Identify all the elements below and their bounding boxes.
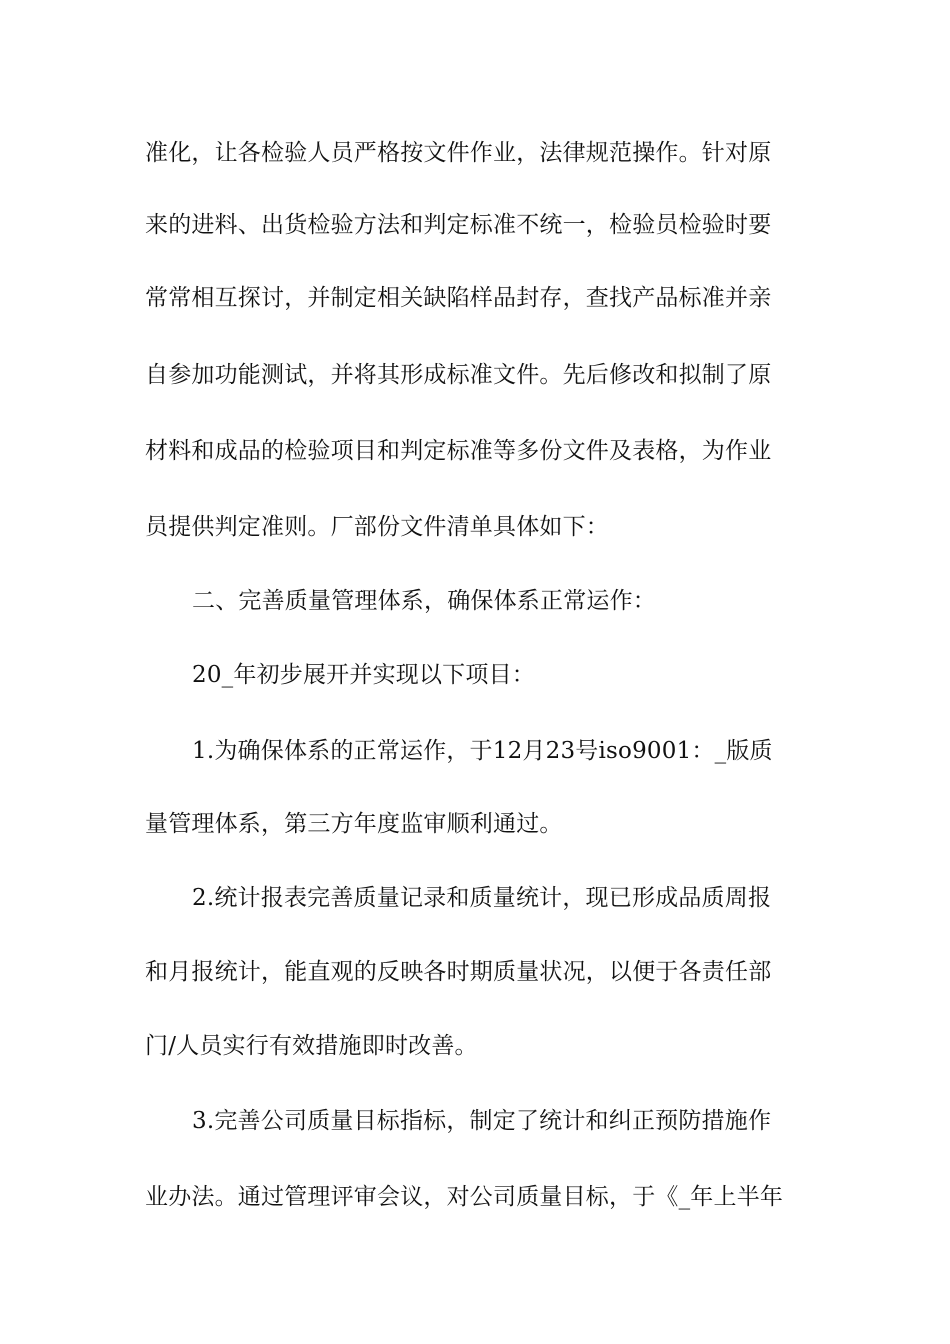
list-item: 2.统计报表完善质量记录和质量统计，现已形成品质周报 <box>192 885 772 911</box>
paragraph-line: 量管理体系，第三方年度监审顺利通过。 <box>145 811 563 837</box>
paragraph-line: 准化，让各检验人员严格按文件作业，法律规范操作。针对原 <box>145 140 772 166</box>
paragraph-line: 和月报统计，能直观的反映各时期质量状况，以便于各责任部 <box>145 959 772 985</box>
paragraph-line: 自参加功能测试，并将其形成标准文件。先后修改和拟制了原 <box>145 362 772 388</box>
paragraph-line: 门/人员实行有效措施即时改善。 <box>145 1033 478 1059</box>
section-heading: 二、完善质量管理体系，确保体系正常运作： <box>192 588 656 614</box>
paragraph-line: 20_年初步展开并实现以下项目： <box>192 662 535 688</box>
list-item: 3.完善公司质量目标指标，制定了统计和纠正预防措施作 <box>192 1108 772 1134</box>
list-item: 1.为确保体系的正常运作，于12月23号iso9001：_版质 <box>192 738 773 764</box>
paragraph-line: 来的进料、出货检验方法和判定标准不统一，检验员检验时要 <box>145 212 772 238</box>
paragraph-line: 员提供判定准则。厂部份文件清单具体如下： <box>145 514 609 540</box>
paragraph-line: 业办法。通过管理评审会议，对公司质量目标，于《_年上半年 <box>145 1184 784 1210</box>
paragraph-line: 常常相互探讨，并制定相关缺陷样品封存，查找产品标准并亲 <box>145 285 772 311</box>
paragraph-line: 材料和成品的检验项目和判定标准等多份文件及表格，为作业 <box>145 438 772 464</box>
